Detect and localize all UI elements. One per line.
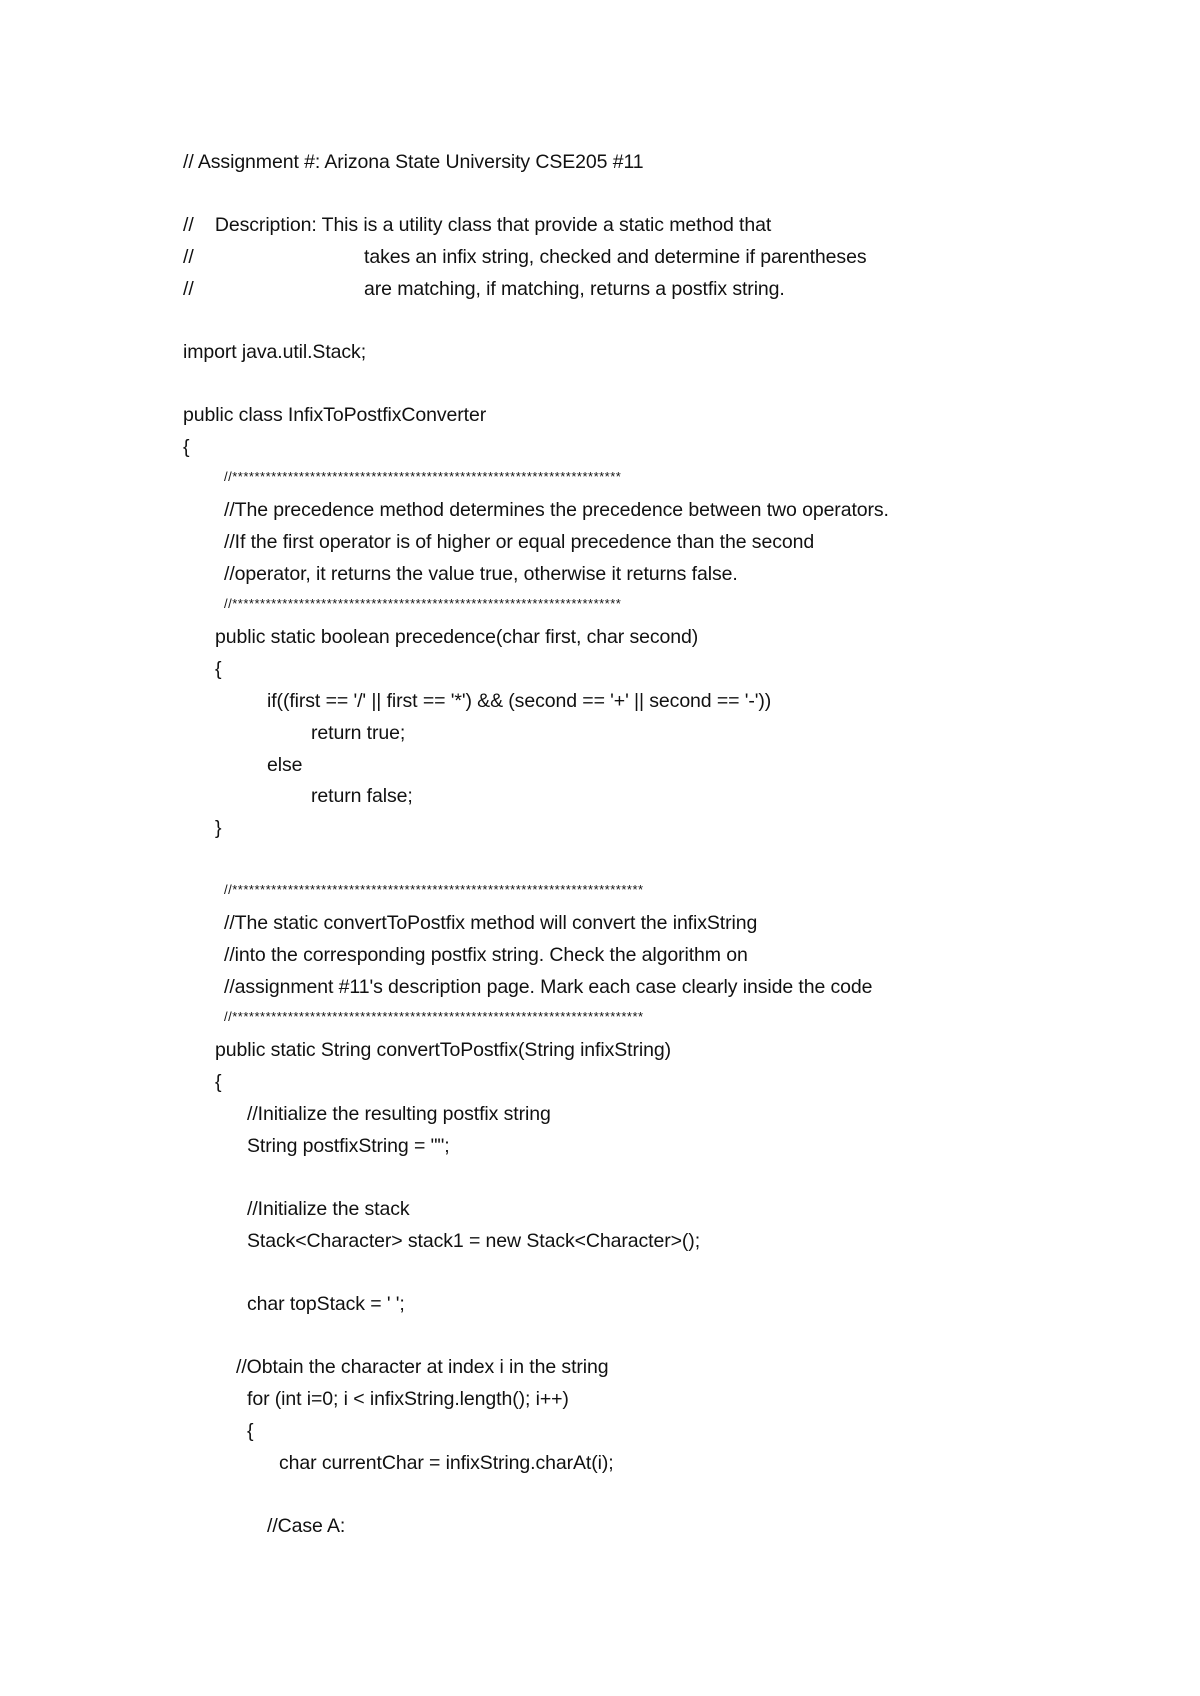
description-comment-line: // Description: This is a utility class that provide a static method that — [183, 214, 772, 236]
method-comment-line: //The static convertToPostfix method will convert the infixString — [224, 912, 758, 934]
method-signature: public static boolean precedence(char first, char second) — [215, 626, 699, 648]
method-comment-line: //operator, it returns the value true, otherwise it returns false. — [224, 563, 738, 585]
if-statement: if((first == '/' || first == '*') && (second == '+' || second == '-')) — [267, 690, 772, 712]
code-statement: char topStack = ' '; — [247, 1293, 405, 1315]
return-statement: return true; — [311, 722, 406, 744]
method-comment-line: //The precedence method determines the precedence between two operators. — [224, 499, 889, 521]
code-statement: Stack<Character> stack1 = new Stack<Character>(); — [247, 1230, 701, 1252]
class-declaration: public class InfixToPostfixConverter — [183, 404, 487, 426]
method-comment-line: //into the corresponding postfix string. Check the algorithm on — [224, 944, 748, 966]
code-statement: String postfixString = ""; — [247, 1135, 450, 1157]
description-comment-line: takes an infix string, checked and determine if parentheses — [364, 246, 867, 268]
star-separator: //********************************************************************** — [224, 469, 622, 484]
header-comment: // Assignment #: Arizona State University CSE205 #11 — [183, 151, 644, 173]
method-comment-line: //If the first operator is of higher or equal precedence than the second — [224, 531, 815, 553]
open-brace: { — [215, 1071, 222, 1093]
case-comment: //Case A: — [267, 1515, 346, 1537]
comment-marker: // — [183, 278, 194, 300]
comment-marker: // — [183, 246, 194, 268]
code-comment: //Initialize the stack — [247, 1198, 410, 1220]
open-brace: { — [215, 658, 222, 680]
open-brace: { — [247, 1420, 254, 1442]
close-brace: } — [215, 817, 222, 839]
for-loop: for (int i=0; i < infixString.length(); i++) — [247, 1388, 569, 1410]
return-statement: return false; — [311, 785, 413, 807]
star-separator: //********************************************************************** — [224, 596, 622, 611]
else-keyword: else — [267, 754, 303, 776]
star-separator: //************************************************************************** — [224, 1009, 644, 1024]
method-signature: public static String convertToPostfix(String infixString) — [215, 1039, 671, 1061]
star-separator: //************************************************************************** — [224, 882, 644, 897]
code-comment: //Initialize the resulting postfix string — [247, 1103, 551, 1125]
code-comment: //Obtain the character at index i in the string — [236, 1356, 609, 1378]
code-statement: char currentChar = infixString.charAt(i); — [279, 1452, 614, 1474]
open-brace: { — [183, 436, 190, 458]
import-statement: import java.util.Stack; — [183, 341, 367, 363]
description-comment-line: are matching, if matching, returns a postfix string. — [364, 278, 785, 300]
method-comment-line: //assignment #11's description page. Mark each case clearly inside the code — [224, 976, 873, 998]
